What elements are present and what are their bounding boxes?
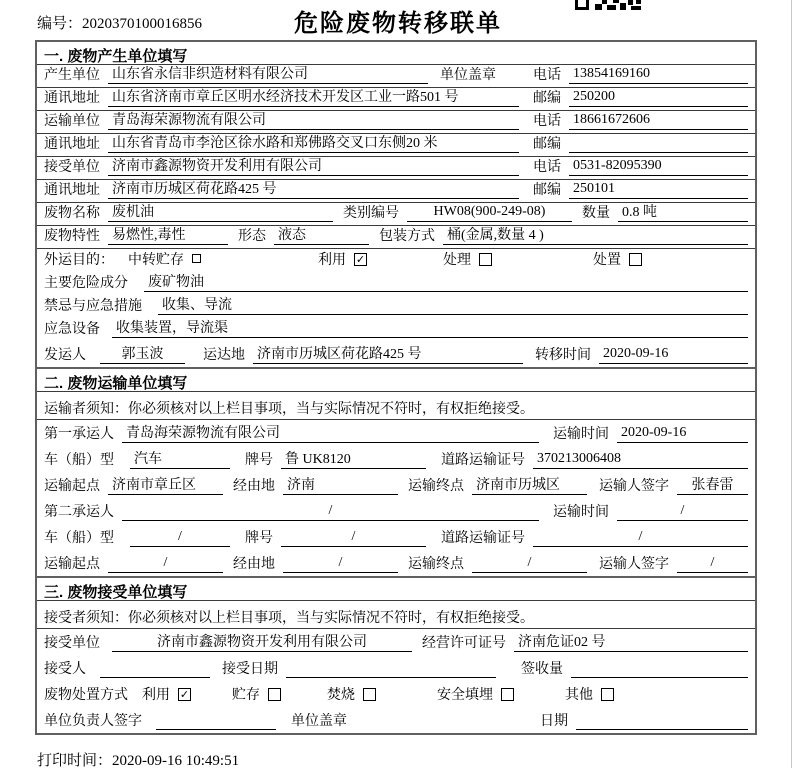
receive-date-label: 接受日期	[222, 662, 278, 677]
destination-value: 济南市历城区荷花路425 号	[253, 343, 523, 364]
purpose-option-transfer-storage: 中转贮存	[128, 249, 318, 269]
print-time-label: 打印时间：	[37, 753, 113, 768]
carrier1-value: 青岛海荣源物流有限公司	[122, 422, 539, 443]
waste-name-label: 废物名称	[44, 206, 100, 221]
main-hazard-row	[37, 272, 755, 295]
disposal-storage-checkbox	[268, 688, 281, 701]
shipper-label: 发运人	[44, 348, 86, 363]
transport-zip-value	[569, 135, 748, 153]
receiver-address-row	[37, 180, 755, 203]
vehicle1-row	[37, 446, 755, 472]
route1-row	[37, 472, 755, 498]
vehicle2-label: 车（船）型	[44, 531, 114, 546]
disposal-landfill-checkbox	[501, 688, 514, 701]
waste-qty-value: 0.8 吨	[618, 201, 748, 222]
transport-unit-label: 运输单位	[44, 114, 100, 129]
purpose-row	[37, 249, 755, 272]
emergency-equipment-label: 应急设备	[44, 322, 100, 337]
producer-zip-value: 250200	[569, 89, 748, 107]
plate2-label: 牌号	[245, 531, 273, 546]
waste-qty-label: 数量	[582, 206, 610, 221]
disposal-method-row	[37, 681, 755, 707]
sign-date-value	[576, 712, 748, 730]
document-header	[0, 0, 796, 40]
section-transporter	[37, 367, 755, 576]
receiver-unit-value: 济南市鑫源物资开发利用有限公司	[108, 155, 519, 176]
plate1-label: 牌号	[245, 453, 273, 468]
receive-person-label: 接受人	[44, 662, 86, 677]
package-value: 桶(金属,数量 4 )	[443, 224, 748, 245]
route2-start-label: 运输起点	[44, 557, 100, 572]
disposal-option-incinerate: 焚烧	[327, 684, 437, 704]
disposal-option-utilize: 利用 ✓	[142, 687, 190, 703]
waste-code-label: 类别编号	[343, 206, 399, 221]
producer-phone-label: 电话	[533, 68, 561, 83]
purpose-option-treat: 处理	[443, 249, 593, 269]
emergency-equipment-value: 收集装置，导流渠	[112, 317, 748, 338]
route2-sign-label: 运输人签字	[599, 557, 669, 572]
road-license1-value: 370213006408	[533, 451, 748, 469]
serial-value: 2020370100016856	[82, 16, 203, 32]
signed-qty-label: 签收量	[521, 662, 563, 677]
purpose-label: 外运目的：	[44, 253, 114, 268]
route1-via-label: 经由地	[233, 479, 275, 494]
route1-sign-label: 运输人签字	[599, 479, 669, 494]
transfer-storage-checkbox	[192, 254, 201, 263]
receiver-seal-label: 单位盖章	[291, 714, 347, 729]
vehicle2-row	[37, 524, 755, 550]
producer-address-value: 山东省济南市章丘区明水经济技术开发区工业一路501 号	[108, 86, 519, 107]
main-hazard-value: 废矿物油	[144, 271, 748, 292]
disposal-other-checkbox	[601, 688, 614, 701]
transport-phone-value: 18661672606	[569, 112, 748, 130]
sign-date-label: 日期	[540, 714, 568, 729]
signed-qty-value	[571, 660, 748, 678]
producer-unit-row	[37, 65, 755, 88]
producer-phone-value: 13854169160	[569, 66, 748, 84]
section1-header: 一. 废物产生单位填写	[37, 42, 755, 65]
waste-property-value: 易燃性,毒性	[108, 224, 228, 245]
waste-code-value: HW08(900-249-08)	[407, 204, 572, 222]
transport-address-value: 山东省青岛市李沧区徐水路和郑佛路交叉口东侧20 米	[108, 132, 519, 153]
route2-sign-value: /	[677, 555, 748, 573]
receive-unit-label: 接受单位	[44, 636, 100, 651]
route1-start-value: 济南市章丘区	[108, 474, 223, 495]
transport-time2-value: /	[617, 503, 748, 521]
waste-property-row	[37, 226, 755, 249]
transfer-time-label: 转移时间	[535, 348, 591, 363]
shipper-value: 郭玉波	[100, 343, 185, 364]
purpose-option-utilize: 利用 ✓	[318, 252, 366, 268]
purpose-option-dispose: 处置	[593, 249, 642, 269]
producer-zip-label: 邮编	[533, 91, 561, 106]
taboo-measures-value: 收集、导流	[158, 294, 748, 315]
route1-sign-value: 张春雷	[677, 474, 748, 495]
section2-header: 二. 废物运输单位填写	[37, 369, 755, 392]
emergency-equipment-row	[37, 318, 755, 341]
producer-unit-label: 产生单位	[44, 68, 100, 83]
responsible-signature-label: 单位负责人签字	[44, 714, 142, 729]
section-receiver	[37, 576, 755, 733]
carrier2-row	[37, 498, 755, 524]
transport-time2-label: 运输时间	[553, 505, 609, 520]
transport-unit-row	[37, 111, 755, 134]
disposal-option-other: 其他	[565, 684, 614, 704]
plate1-value: 鲁 UK8120	[281, 448, 426, 469]
route1-start-label: 运输起点	[44, 479, 100, 494]
transporter-notice: 运输者须知：你必须核对以上栏目事项，当与实际情况不符时，有权拒绝接受。	[37, 392, 755, 420]
transport-time1-value: 2020-09-16	[617, 425, 748, 443]
page-edge-line	[791, 0, 792, 768]
waste-name-row	[37, 203, 755, 226]
receiver-notice: 接受者须知：你必须核对以上栏目事项，当与实际情况不符时，有权拒绝接受。	[37, 601, 755, 629]
print-time-value: 2020-09-16 10:49:51	[112, 753, 240, 768]
road-license2-value: /	[533, 529, 748, 547]
transport-time1-label: 运输时间	[553, 427, 609, 442]
plate2-value: /	[281, 529, 426, 547]
receive-person-row	[37, 655, 755, 681]
qr-code-fragment	[575, 0, 641, 10]
disposal-option-storage: 贮存	[232, 684, 327, 704]
route2-row	[37, 550, 755, 576]
vehicle2-value: /	[130, 529, 230, 547]
transport-address-row	[37, 134, 755, 157]
route2-end-label: 运输终点	[408, 557, 464, 572]
transport-address-label: 通讯地址	[44, 137, 100, 152]
producer-unit-value: 山东省永信非织造材料有限公司	[108, 63, 428, 84]
road-license1-label: 道路运输证号	[441, 453, 525, 468]
receiver-phone-value: 0531-82095390	[569, 158, 748, 176]
operating-license-label: 经营许可证号	[422, 636, 506, 651]
shipper-row	[37, 341, 755, 367]
route2-via-value: /	[283, 555, 398, 573]
receive-unit-value: 济南市鑫源物资开发利用有限公司	[112, 631, 412, 652]
waste-form-value: 液态	[274, 224, 369, 245]
transport-zip-label: 邮编	[533, 137, 561, 152]
transport-phone-label: 电话	[533, 114, 561, 129]
road-license2-label: 道路运输证号	[441, 531, 525, 546]
disposal-incinerate-checkbox	[363, 688, 376, 701]
disposal-utilize-checkbox: ✓	[179, 687, 190, 701]
receiver-address-value: 济南市历城区荷花路425 号	[108, 178, 519, 199]
receive-date-value	[286, 660, 496, 678]
route1-end-value: 济南市历城区	[472, 474, 587, 495]
transport-unit-value: 青岛海荣源物流有限公司	[108, 109, 519, 130]
receiver-address-label: 通讯地址	[44, 183, 100, 198]
route1-via-value: 济南	[283, 474, 398, 495]
treat-checkbox	[479, 253, 492, 266]
manifest-form	[35, 40, 757, 735]
unit-seal-label: 单位盖章	[440, 68, 496, 83]
section-producer	[37, 42, 755, 367]
waste-name-value: 废机油	[108, 201, 333, 222]
route2-start-value: /	[108, 555, 223, 573]
receiver-zip-value: 250101	[569, 181, 748, 199]
serial-label: 编号：	[37, 16, 83, 32]
route2-via-label: 经由地	[233, 557, 275, 572]
carrier2-value: /	[122, 503, 539, 521]
receive-unit-row	[37, 629, 755, 655]
vehicle1-value: 汽车	[130, 448, 230, 469]
signature-row	[37, 707, 755, 733]
receiver-unit-row	[37, 157, 755, 180]
receiver-unit-label: 接受单位	[44, 160, 100, 175]
producer-address-row	[37, 88, 755, 111]
taboo-measures-row	[37, 295, 755, 318]
carrier2-label: 第二承运人	[44, 505, 114, 520]
package-label: 包装方式	[379, 229, 435, 244]
disposal-method-label: 废物处置方式	[44, 688, 128, 703]
main-hazard-label: 主要危险成分	[44, 276, 128, 291]
carrier1-row	[37, 420, 755, 446]
receiver-phone-label: 电话	[533, 160, 561, 175]
receiver-zip-label: 邮编	[533, 183, 561, 198]
producer-address-label: 通讯地址	[44, 91, 100, 106]
vehicle1-label: 车（船）型	[44, 453, 114, 468]
section3-header: 三. 废物接受单位填写	[37, 578, 755, 601]
receive-person-value	[100, 660, 210, 678]
waste-property-label: 废物特性	[44, 229, 100, 244]
carrier1-label: 第一承运人	[44, 427, 114, 442]
disposal-option-landfill: 安全填埋	[437, 684, 565, 704]
transfer-time-value: 2020-09-16	[599, 346, 748, 364]
taboo-measures-label: 禁忌与应急措施	[44, 299, 142, 314]
dispose-checkbox	[629, 253, 642, 266]
waste-form-label: 形态	[238, 229, 266, 244]
operating-license-value: 济南危证02 号	[514, 631, 748, 652]
page-title: 危险废物转移联单	[294, 11, 502, 37]
utilize-checkbox: ✓	[355, 252, 366, 266]
destination-label: 运达地	[203, 348, 245, 363]
route2-end-value: /	[472, 555, 587, 573]
print-time	[37, 749, 239, 768]
route1-end-label: 运输终点	[408, 479, 464, 494]
responsible-signature-value	[156, 712, 276, 730]
